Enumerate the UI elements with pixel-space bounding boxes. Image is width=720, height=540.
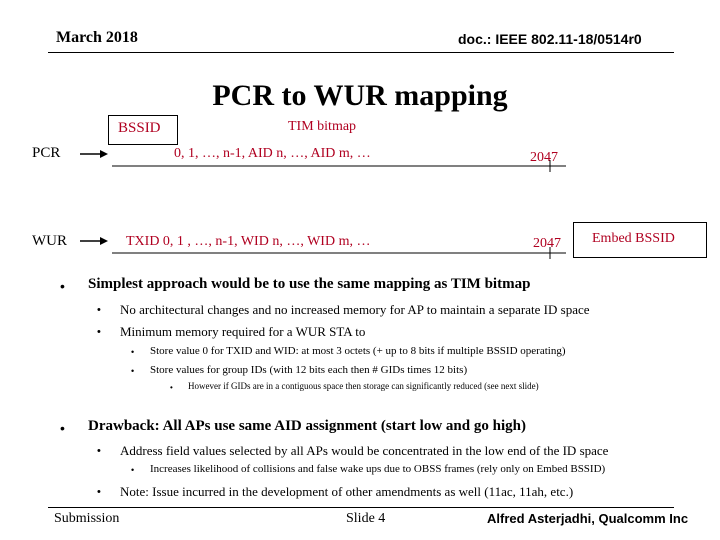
footer-divider bbox=[48, 507, 674, 508]
bullet-2-1: Address field values selected by all APs would be concentrated in the low end of the ID space bbox=[120, 443, 609, 458]
bullet-dot: • bbox=[60, 420, 65, 436]
bullet-2: Drawback: All APs use same AID assignment (start low and go high) bbox=[88, 418, 526, 434]
header-doc-id: doc.: IEEE 802.11-18/0514r0 bbox=[458, 31, 642, 47]
tim-bitmap-label: TIM bitmap bbox=[288, 119, 357, 134]
wur-end-value: 2047 bbox=[533, 236, 561, 251]
pcr-sequence: 0, 1, …, n-1, AID n, …, AID m, … bbox=[174, 146, 371, 161]
bullet-1: Simplest approach would be to use the same mapping as TIM bitmap bbox=[88, 276, 531, 292]
bullet-1-1: No architectural changes and no increased memory for AP to maintain a separate ID space bbox=[120, 302, 590, 317]
bullet-1-2-1: Store value 0 for TXID and WID: at most 3 octets (+ up to 8 bits if multiple BSSID operating) bbox=[150, 345, 566, 357]
wur-label: WUR bbox=[32, 233, 67, 249]
bullet-dot: • bbox=[131, 347, 135, 357]
wur-arrow-head bbox=[100, 237, 108, 245]
footer-slide-number: Slide 4 bbox=[346, 511, 386, 526]
wur-sequence: TXID 0, 1 , …, n-1, WID n, …, WID m, … bbox=[126, 234, 371, 249]
bullet-1-2-2-1: However if GIDs are in a contiguous space then storage can significantly reduced (see next slide) bbox=[188, 381, 539, 391]
pcr-label: PCR bbox=[32, 145, 61, 161]
bullet-dot: • bbox=[131, 465, 135, 475]
bullet-dot: • bbox=[97, 304, 101, 316]
embed-bssid-label: Embed BSSID bbox=[592, 231, 675, 246]
bullet-2-1-1: Increases likelihood of collisions and false wake ups due to OBSS frames (rely only on Embed BSSID) bbox=[150, 463, 606, 475]
footer-submission: Submission bbox=[54, 511, 120, 526]
bullet-1-2: Minimum memory required for a WUR STA to bbox=[120, 324, 366, 339]
bullet-dot: • bbox=[60, 278, 65, 294]
bullet-dot: • bbox=[170, 383, 173, 392]
pcr-arrow-head bbox=[100, 150, 108, 158]
bullet-dot: • bbox=[97, 486, 101, 498]
bullet-dot: • bbox=[97, 445, 101, 457]
bullet-2-2: Note: Issue incurred in the development of other amendments as well (11ac, 11ah, etc.) bbox=[120, 484, 574, 499]
footer-author: Alfred Asterjadhi, Qualcomm Inc bbox=[487, 511, 689, 526]
header-date: March 2018 bbox=[56, 29, 138, 46]
slide-title: PCR to WUR mapping bbox=[212, 79, 508, 112]
bullet-1-2-2: Store values for group IDs (with 12 bits each then # GIDs times 12 bits) bbox=[150, 364, 468, 376]
bullet-dot: • bbox=[97, 326, 101, 338]
bullet-dot: • bbox=[131, 366, 135, 376]
pcr-end-value: 2047 bbox=[530, 150, 558, 165]
bssid-label: BSSID bbox=[118, 120, 161, 136]
